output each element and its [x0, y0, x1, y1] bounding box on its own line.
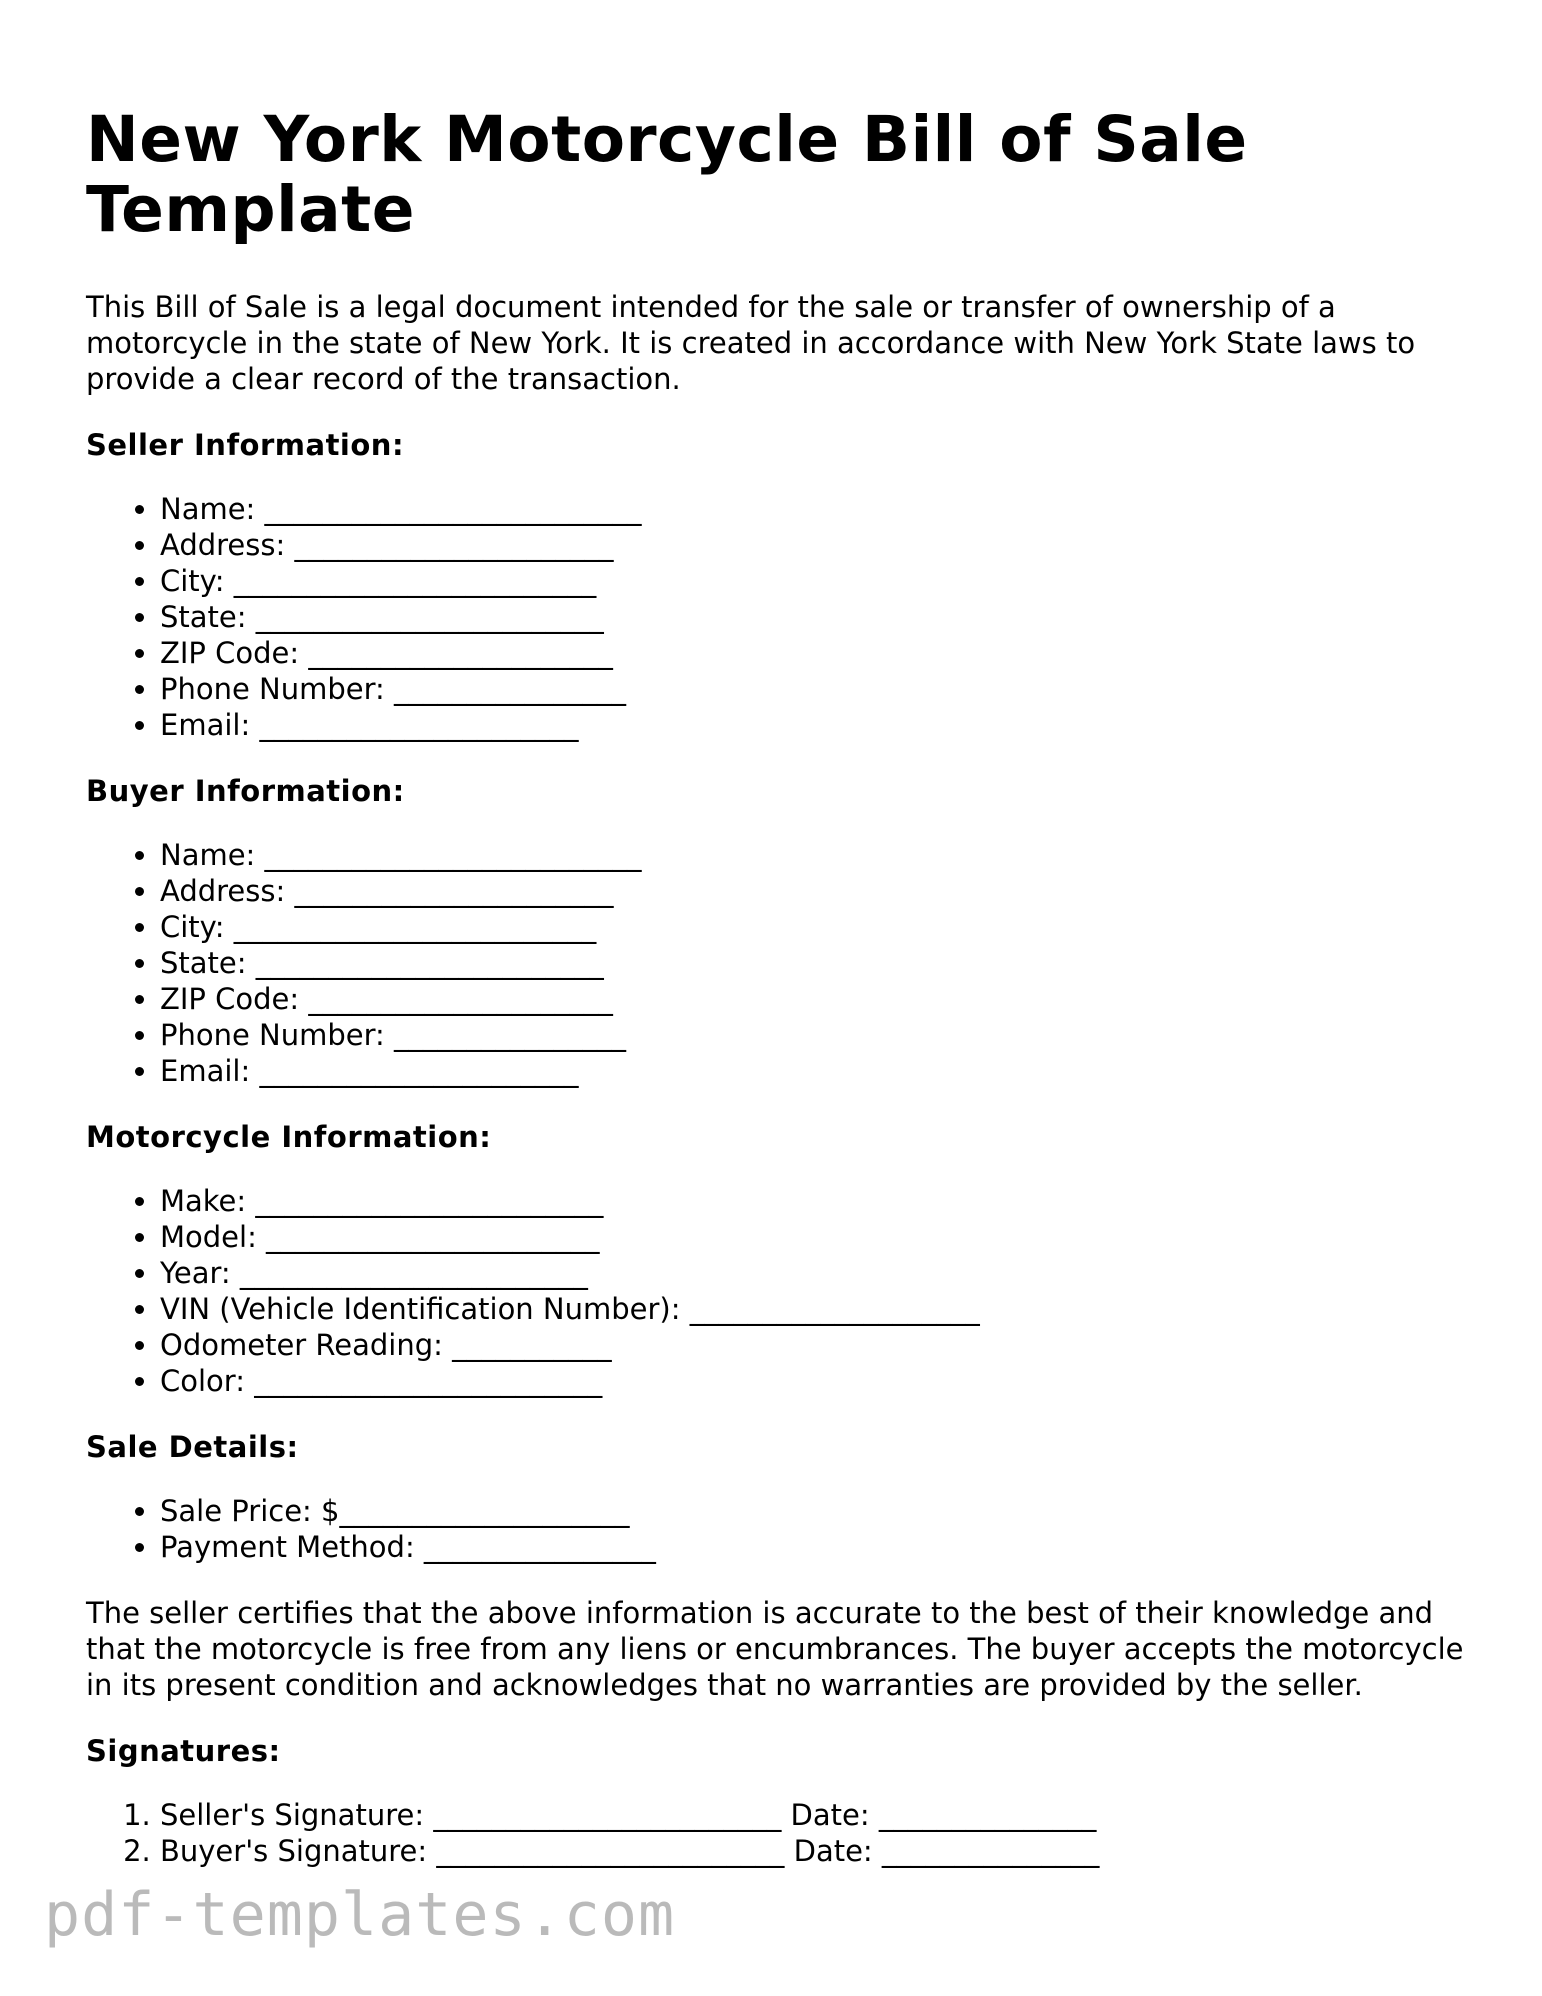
sale-heading: Sale Details: — [86, 1430, 299, 1464]
page-title: New York Motorcycle Bill of Sale Template — [86, 103, 1248, 246]
signatures-heading: Signatures: — [86, 1734, 281, 1768]
motorcycle-model-field: • Model: _______________________ — [160, 1219, 1466, 1255]
buyer-heading: Buyer Information: — [86, 774, 405, 808]
document-page — [86, 105, 1466, 1899]
watermark: pdf-templates.com — [44, 1880, 676, 1950]
motorcycle-make-field: • Make: ________________________ — [160, 1183, 1466, 1219]
buyer-name-field: • Name: __________________________ — [160, 837, 1466, 873]
seller-signature-line: 1. Seller's Signature: ________________________ Date: _______________ — [160, 1797, 1466, 1833]
motorcycle-vin-field: • VIN (Vehicle Identification Number): ____________________ — [160, 1291, 1466, 1327]
sale-fields-list — [86, 1493, 1466, 1565]
motorcycle-color-field: • Color: ________________________ — [160, 1363, 1466, 1399]
certification-paragraph: The seller certifies that the above information is accurate to the best of their knowledge and that the motorcycle is free from any liens or encumbrances. The buyer accepts the motorcycle in its present condition and acknowledges that no warranties are provided by the seller. — [86, 1596, 1464, 1702]
buyer-phone-field: • Phone Number: ________________ — [160, 1017, 1466, 1053]
buyer-state-field: • State: ________________________ — [160, 945, 1466, 981]
seller-zip-field: • ZIP Code: _____________________ — [160, 635, 1466, 671]
buyer-email-field: • Email: ______________________ — [160, 1053, 1466, 1089]
motorcycle-odometer-field: • Odometer Reading: ___________ — [160, 1327, 1466, 1363]
signatures-list — [86, 1797, 1466, 1869]
buyer-fields-list — [86, 837, 1466, 1089]
seller-heading: Seller Information: — [86, 428, 405, 462]
seller-name-field: • Name: __________________________ — [160, 491, 1466, 527]
seller-fields-list — [86, 491, 1466, 743]
sale-price-field: • Sale Price: $____________________ — [160, 1493, 1466, 1529]
motorcycle-year-field: • Year: ________________________ — [160, 1255, 1466, 1291]
intro-paragraph: This Bill of Sale is a legal document intended for the sale or transfer of ownership of a motorcycle in the state of New York. It is created in accordance with New York State laws to provide a clear record of the transaction. — [86, 290, 1416, 396]
seller-phone-field: • Phone Number: ________________ — [160, 671, 1466, 707]
motorcycle-heading: Motorcycle Information: — [86, 1120, 492, 1154]
buyer-signature-line: 2. Buyer's Signature: ________________________ Date: _______________ — [160, 1833, 1466, 1869]
seller-state-field: • State: ________________________ — [160, 599, 1466, 635]
payment-method-field: • Payment Method: ________________ — [160, 1529, 1466, 1565]
buyer-city-field: • City: _________________________ — [160, 909, 1466, 945]
buyer-address-field: • Address: ______________________ — [160, 873, 1466, 909]
buyer-zip-field: • ZIP Code: _____________________ — [160, 981, 1466, 1017]
seller-address-field: • Address: ______________________ — [160, 527, 1466, 563]
motorcycle-fields-list — [86, 1183, 1466, 1399]
seller-email-field: • Email: ______________________ — [160, 707, 1466, 743]
seller-city-field: • City: _________________________ — [160, 563, 1466, 599]
